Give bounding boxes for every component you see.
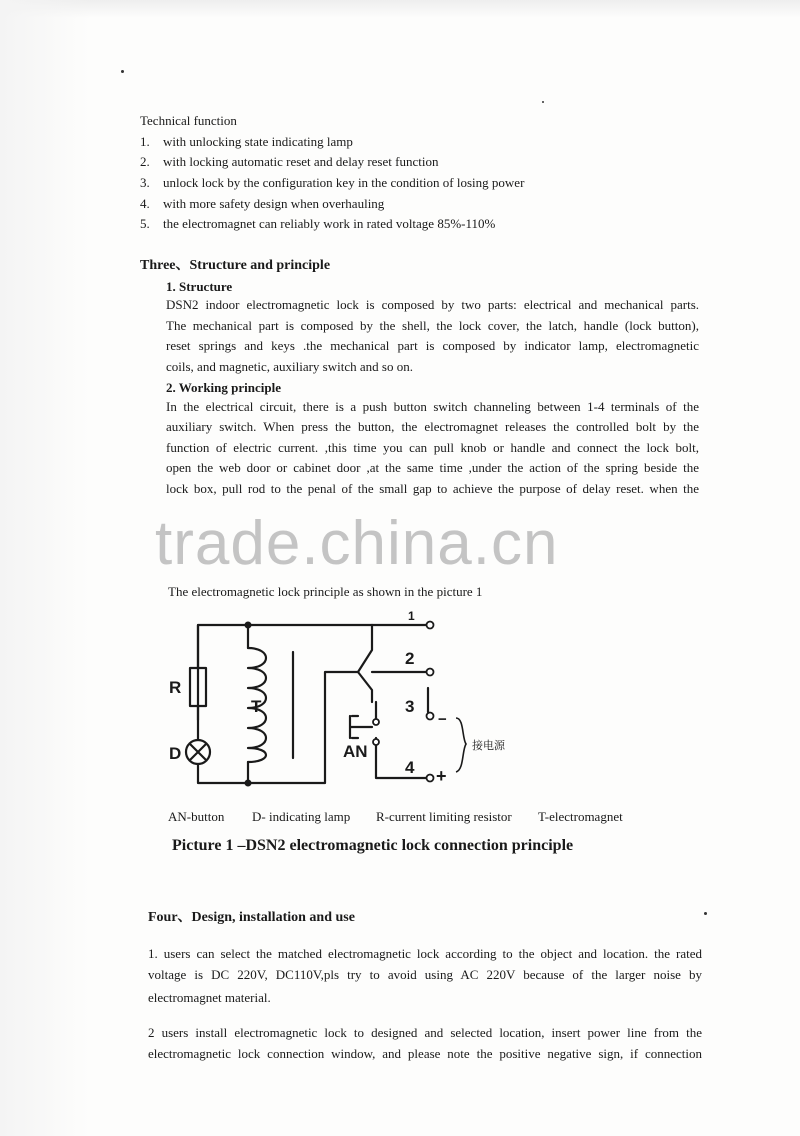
structure-heading: 1. Structure [166,279,233,294]
junction-dot [245,622,252,629]
paragraph-line: In the electrical circuit, there is a push button switch channeling between 1-4 terminals of the [166,399,699,414]
list-number: 3. [140,175,150,190]
list-text: unlock lock by the configuration key in the condition of losing power [163,175,525,190]
label-r: R [169,678,182,697]
scan-speck [542,101,544,103]
button-node-top [373,719,379,725]
label-2: 2 [405,649,415,668]
paragraph-line: coils, and magnetic, auxiliary switch and so on. [166,359,413,374]
label-d: D [169,744,182,763]
paragraph-line: reset springs and keys .the mechanical part is composed by indicator lamp, electromagnetic [166,338,699,353]
legend-an: AN-button [168,809,225,824]
terminal-4 [427,775,434,782]
paragraph-line: The mechanical part is composed by the shell, the lock cover, the latch, handle (lock button), [166,318,699,333]
label-3: 3 [405,697,415,716]
list-number: 5. [140,216,150,231]
scan-speck [704,912,707,915]
paragraph-line: 1. users can select the matched electromagnetic lock according to the object and location. the rated [148,946,702,961]
section-three-heading: Three、Structure and principle [140,258,331,273]
label-4: 4 [405,758,415,777]
terminal-3 [427,713,434,720]
switch-contact [358,625,372,702]
scan-shadow-top [0,0,800,18]
list-text: with locking automatic reset and delay reset function [163,154,439,169]
list-number: 2. [140,154,150,169]
label-plus: + [436,766,447,786]
legend-r: R-current limiting resistor [376,809,512,824]
scan-shadow-left [0,0,90,1136]
label-1: 1 [408,609,415,623]
button-contact [376,702,428,778]
terminal-1 [427,622,434,629]
legend-t: T-electromagnet [538,809,623,824]
paragraph-line: voltage is DC 220V, DC110V,pls try to avoid using AC 220V because of the larger noise by [148,967,702,982]
figure-intro: The electromagnetic lock principle as shown in the picture 1 [168,584,483,599]
list-text: the electromagnet can reliably work in rated voltage 85%-110% [163,216,496,231]
label-an: AN [343,742,368,761]
junction-dot [245,780,252,787]
paragraph-line: lock box, pull rod to the penal of the small gap to achieve the purpose of delay reset. when the [166,481,699,496]
legend-d: D- indicating lamp [252,809,351,824]
watermark: trade.china.cn [155,509,559,578]
scan-speck [121,70,124,73]
paragraph-line: electromagnet material. [148,990,271,1005]
paragraph-line: auxiliary switch. When press the button, the electromagnet releases the controlled bolt by the [166,419,699,434]
wire-left-bottom [198,672,358,783]
paragraph-line: open the web door or cabinet door ,at the same time ,under the action of the spring beside the [166,460,699,475]
working-principle-heading: 2. Working principle [166,380,281,395]
paragraph-line: 2 users install electromagnetic lock to designed and selected location, insert power line from the [148,1025,702,1040]
button-node-bottom [373,739,379,745]
power-brace [456,718,466,772]
list-text: with more safety design when overhauling [163,196,385,211]
section-four-heading: Four、Design, installation and use [148,910,355,925]
list-number: 1. [140,134,150,149]
label-minus: − [438,711,447,728]
label-power: 接电源 [472,740,505,752]
button-symbol [350,716,372,738]
paragraph-line: function of electric current. ,this time you can pull knob or handle and connect the lock bolt, [166,440,699,455]
figure-caption: Picture 1 –DSN2 electromagnetic lock connection principle [172,837,574,854]
technical-function-heading: Technical function [140,113,237,128]
circuit-diagram [160,605,540,795]
terminal-2 [427,669,434,676]
list-text: with unlocking state indicating lamp [163,134,353,149]
label-t: T [251,697,262,716]
paragraph-line: electromagnetic lock connection window, and please note the positive negative sign, if connection [148,1046,702,1061]
paragraph-line: DSN2 indoor electromagnetic lock is composed by two parts: electrical and mechanical parts. [166,297,699,312]
list-number: 4. [140,196,150,211]
